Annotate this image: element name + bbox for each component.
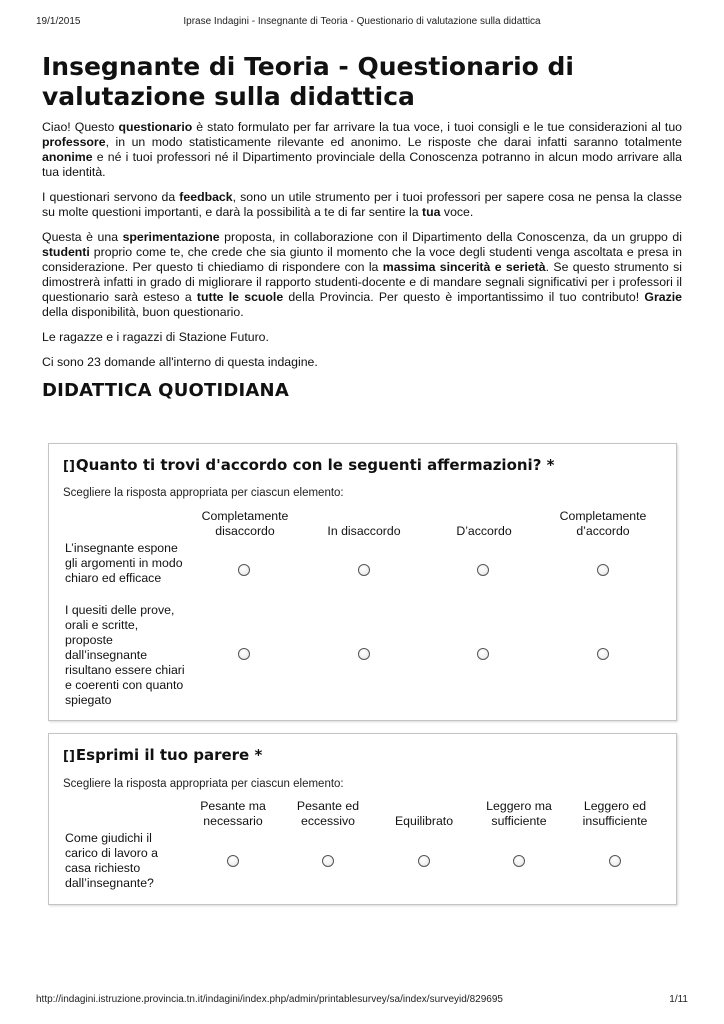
radio-button[interactable]	[477, 648, 489, 660]
radio-button[interactable]	[238, 564, 250, 576]
row-label: I quesiti delle prove, orali e scritte, proposte dall’insegnante risultano essere chiari e coerenti con quanto spiegato	[65, 603, 185, 707]
question-title	[63, 456, 555, 474]
print-url: http://indagini.istruzione.provincia.tn.it/indagini/index.php/admin/printablesurvey/sa/index/surveyid/829695	[36, 994, 503, 1005]
column-header: In disaccordo	[327, 524, 401, 538]
radio-button[interactable]	[358, 648, 370, 660]
radio-button[interactable]	[418, 855, 430, 867]
question-text: Quanto ti trovi d'accordo con le seguenti affermazioni?	[75, 456, 542, 474]
survey-title: Insegnante di Teoria - Questionario di valutazione sulla didattica	[42, 52, 574, 111]
column-header: Equilibrato	[394, 814, 454, 828]
print-date: 19/1/2015	[36, 16, 81, 27]
column-header: Completamente disaccordo	[201, 509, 289, 538]
mandatory-asterisk: *	[254, 746, 263, 764]
print-footer	[36, 994, 688, 1008]
page-number: 1/11	[669, 994, 688, 1005]
column-header: Pesante ma necessario	[200, 799, 266, 828]
question-title	[63, 746, 262, 764]
question-code: []	[63, 749, 75, 764]
question-help: Scegliere la risposta appropriata per ciascun elemento:	[63, 778, 344, 790]
print-header	[36, 16, 688, 30]
question-box-2	[48, 733, 677, 905]
radio-button[interactable]	[597, 564, 609, 576]
question-help: Scegliere la risposta appropriata per ciascun elemento:	[63, 487, 344, 499]
question-text: Esprimi il tuo parere	[75, 746, 250, 764]
column-header: Pesante ed eccessivo	[296, 799, 360, 828]
column-header: D’accordo	[456, 524, 512, 538]
radio-button[interactable]	[227, 855, 239, 867]
question-code: []	[63, 459, 75, 474]
column-header: Leggero ma sufficiente	[486, 799, 552, 828]
radio-button[interactable]	[322, 855, 334, 867]
row-label: Come giudichi il carico di lavoro a casa richiesto dall’insegnante?	[65, 831, 158, 890]
print-page-title: Iprase Indagini - Insegnante di Teoria - Questionario di valutazione sulla didattica	[183, 16, 541, 27]
question-box-1	[48, 443, 677, 721]
row-label: L’insegnante espone gli argomenti in modo chiaro ed efficace	[65, 541, 183, 585]
radio-button[interactable]	[358, 564, 370, 576]
radio-button[interactable]	[513, 855, 525, 867]
radio-button[interactable]	[597, 648, 609, 660]
column-header: Completamente d’accordo	[559, 509, 647, 538]
radio-button[interactable]	[238, 648, 250, 660]
question-count: Ci sono 23 domande all'interno di questa indagine.	[42, 355, 318, 369]
column-header: Leggero ed insufficiente	[582, 799, 648, 828]
intro-signature: Le ragazze e i ragazzi di Stazione Futuro.	[42, 330, 269, 344]
intro-paragraph-3: Questa è una sperimentazione proposta, in collaborazione con il Dipartimento della Conoscenza, da un gruppo di studenti proprio come te, che crede che sia giunto il momento che la voce degli studenti venga ascoltata e presa in considerazione. Per questo ti chiediamo di rispondere con la massima sincerità e serietà. Se questo strumento si dimostrerà infatti in grado di migliorare il rapporto studenti-docente e di mandare segnali significativi per i professori il questionario sarà esteso a tutte le scuole della Provincia. Per questo è importantissimo il tuo contributo! Grazie della disponibilità, buon questionario.	[42, 230, 682, 319]
radio-button[interactable]	[477, 564, 489, 576]
intro-paragraph-2: I questionari servono da feedback, sono un utile strumento per i tuoi professori per sapere cosa ne pensa la classe su molte questioni importanti, e darà la possibilità a te di far sentire la tua voce.	[42, 190, 682, 219]
survey-description	[42, 120, 682, 380]
radio-button[interactable]	[609, 855, 621, 867]
intro-paragraph-1: Ciao! Questo questionario è stato formulato per far arrivare la tua voce, i tuoi consigli e le tue considerazioni al tuo professore, in un modo statisticamente rilevante ed anonimo. Le risposte che darai infatti saranno totalmente anonime e né i tuoi professori né il Dipartimento provinciale della Conoscenza potranno in alcun modo arrivare alla tua identità.	[42, 120, 683, 179]
mandatory-asterisk: *	[546, 456, 555, 474]
group-title: DIDATTICA QUOTIDIANA	[42, 380, 289, 401]
